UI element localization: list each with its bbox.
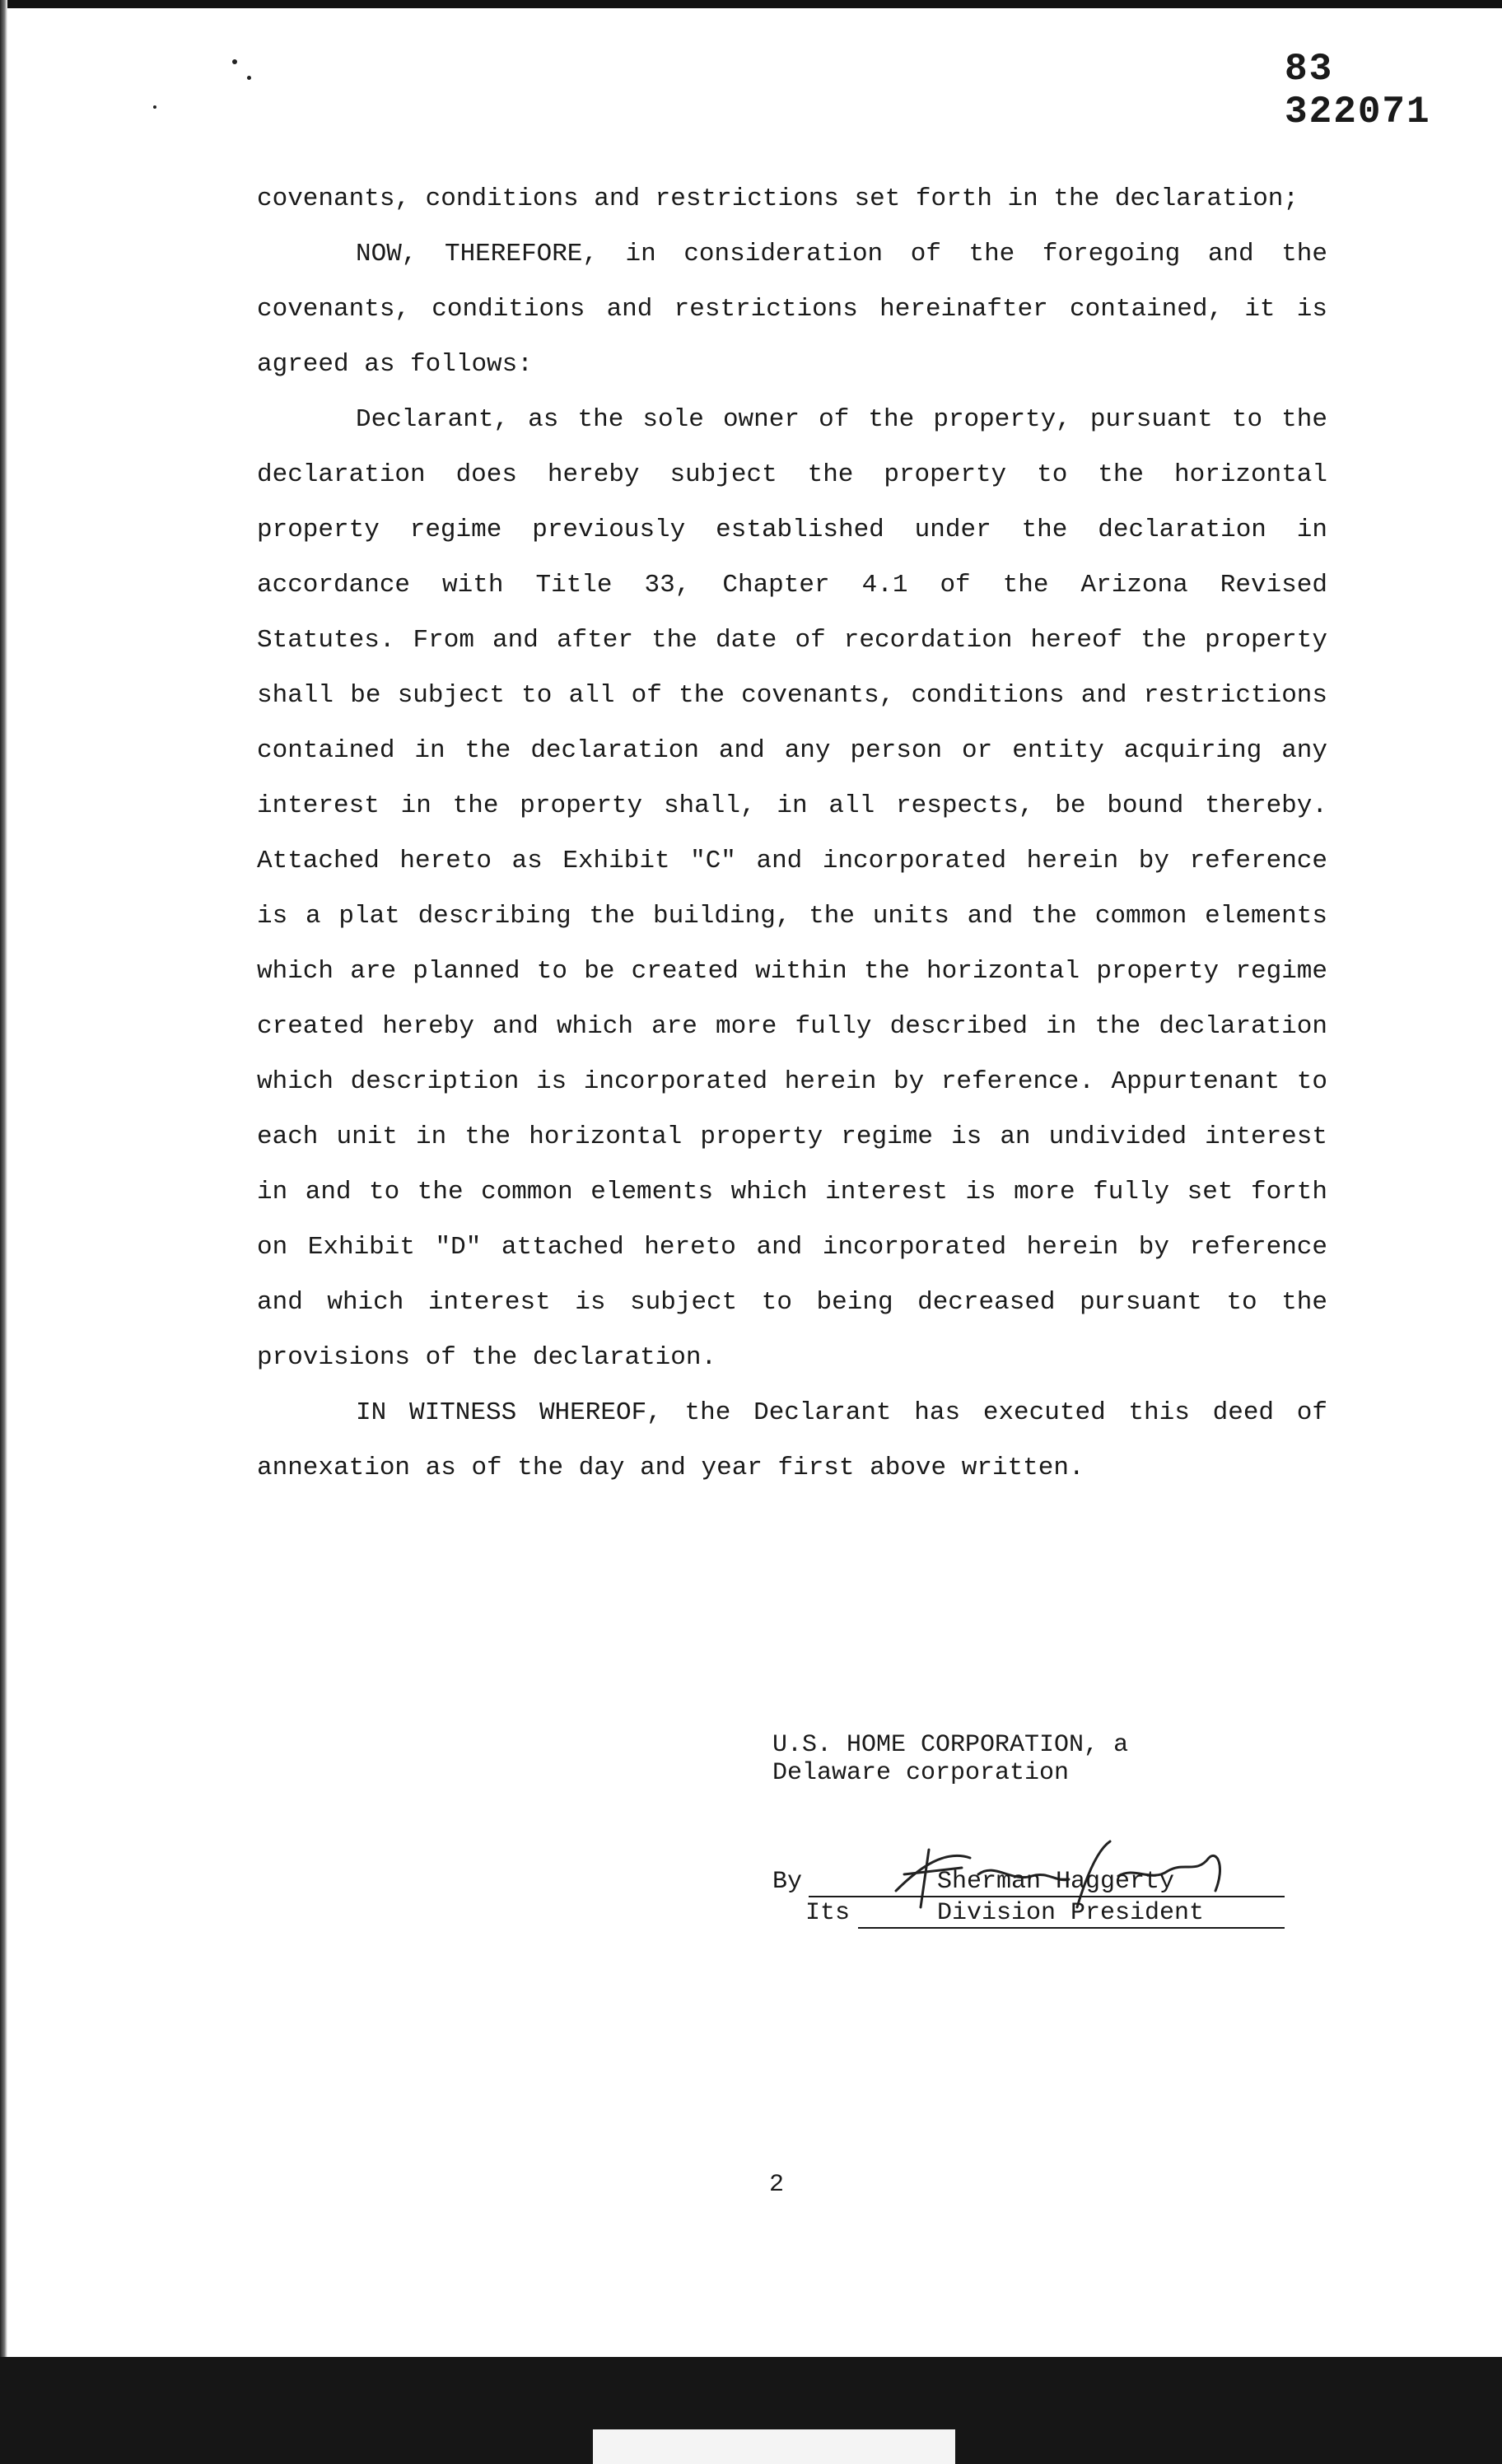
its-label: Its bbox=[805, 1899, 851, 1927]
document-body bbox=[257, 171, 1327, 1496]
paragraph-in-witness: IN WITNESS WHEREOF, the Declarant has executed this deed of annexation as of the day and year first above written. bbox=[257, 1398, 1327, 1482]
paragraph-declarant: Declarant, as the sole owner of the property, pursuant to the declaration does hereby subject the property to the horizontal property regime previously established under the declaration in accordance with Title 33, Chapter 4.1 of the Arizona Revised Statutes. From and after the date of recordation hereof the property shall be subject to all of the covenants, conditions and restrictions contained in the declaration and any person or entity acquiring any interest in the property shall, in all respects, be bound thereby. Attached hereto as Exhibit "C" and incorporated herein by reference is a plat describing the building, the units and the common elements which are planned to be created within the horizontal property regime created hereby and which are more fully described in the declaration which description is incorporated herein by reference. Appurtenant to each unit in the horizontal property regime is an undivided interest in and to the common elements which interest is more fully set forth on Exhibit "D" attached hereto and incorporated herein by reference and which interest is subject to being decreased pursuant to the provisions of the declaration. bbox=[257, 405, 1327, 1372]
signature-by-row bbox=[772, 1868, 1283, 1901]
corporation-line-2: Delaware corporation bbox=[772, 1759, 1070, 1787]
page-number: 2 bbox=[769, 2171, 785, 2199]
paragraph-continuation: covenants, conditions and restrictions set forth in the declaration; bbox=[257, 184, 1299, 213]
signer-title: Division President bbox=[937, 1899, 1205, 1927]
corporation-line-1: U.S. HOME CORPORATION, a bbox=[772, 1731, 1129, 1759]
signature-its-row bbox=[772, 1899, 1283, 1932]
paragraph-now-therefore: NOW, THEREFORE, in consideration of the foregoing and the covenants, conditions and restrictions hereinafter contained, it is agreed as follows: bbox=[257, 240, 1327, 379]
scan-edge-left bbox=[0, 0, 7, 2464]
scan-speck bbox=[153, 105, 156, 109]
scan-speck bbox=[247, 76, 251, 80]
scan-speck bbox=[232, 59, 237, 64]
document-number: 83 322071 bbox=[1285, 48, 1431, 133]
scan-edge-top bbox=[0, 0, 1502, 8]
signature-block bbox=[772, 1731, 1299, 1927]
scan-edge-bottom bbox=[0, 2357, 1502, 2464]
by-label: By bbox=[772, 1868, 803, 1896]
signer-name: Sherman Haggerty bbox=[937, 1868, 1175, 1896]
